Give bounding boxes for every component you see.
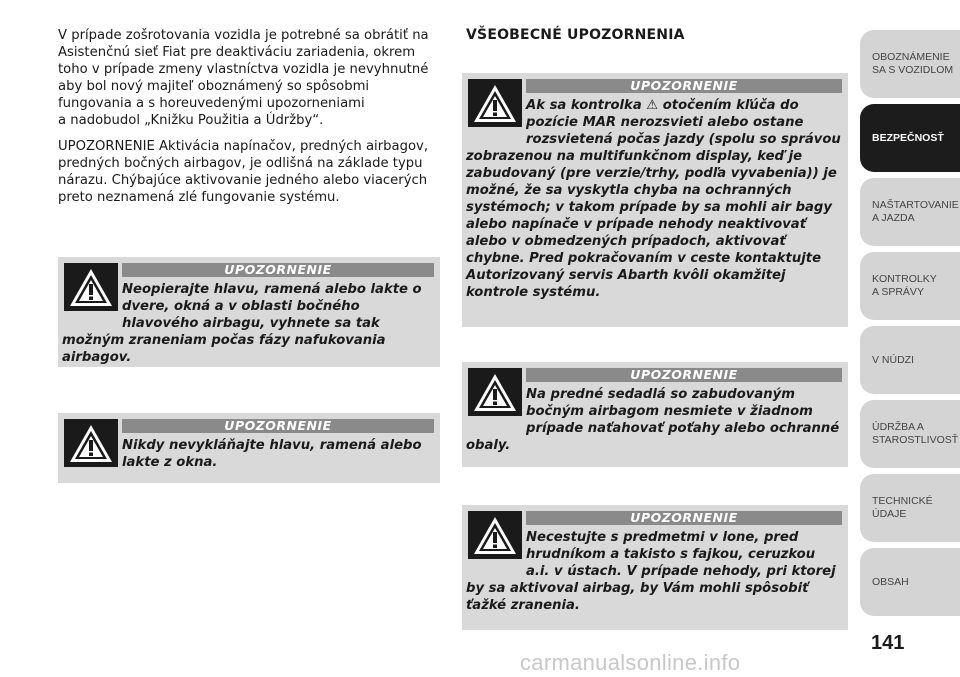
warning-text: Neopierajte hlavu, ramená alebo lakte o dvere, okná a v oblasti bočného hlavového airbagu, vyhnete sa tak možným zraneniam počas fázy nafukovania airbagov. (62, 282, 422, 365)
page-number: 141 (871, 632, 905, 654)
paragraph-scrap: V prípade zošrotovania vozidla je potrebné sa obrátiť na Asistenčnú sieť Fiat pre deaktiváciu zariadenia, okrem toho v prípade zmeny vlastníctva vozidla je nevyhnutné aby bol nový majiteľ oboznámený so spôsobmi fungovania a s horeuvedenými upozorneniami a nadobudol „Knižku Použitia a Údržby“. (58, 28, 429, 128)
warning-text: Necestujte s predmetmi v lone, pred hrudníkom a takisto s fajkou, ceruzkou a.i. v ústach. V prípade nehody, pri ktorej by sa aktivoval airbag, by Vám mohli spôsobiť ťažké zranenia. (466, 530, 836, 613)
tab-kontrolky[interactable]: KONTROLKY A SPRÁVY (860, 252, 960, 320)
warning-text: Nikdy nevykláňajte hlavu, ramená alebo lakte z okna. (122, 438, 422, 470)
warning-box-head-rest (58, 257, 440, 367)
tab-udrzba[interactable]: ÚDRŽBA A STAROSTLIVOSŤ (860, 400, 960, 468)
warning-box-seat-covers (462, 362, 848, 467)
intro-text (58, 27, 440, 215)
warning-header: UPOZORNENIE (122, 419, 434, 433)
tab-obsah[interactable]: OBSAH (860, 548, 960, 616)
tab-bezpecnost[interactable]: BEZPEČNOSŤ (860, 104, 960, 172)
warning-box-window (58, 413, 440, 483)
warning-header: UPOZORNENIE (122, 263, 434, 277)
warning-header: UPOZORNENIE (526, 511, 842, 525)
warning-box-objects (462, 505, 848, 630)
warning-text: Ak sa kontrolka ⚠ otočením kľúča do pozície MAR nerozsvieti alebo ostane rozsvietená počas jazdy (spolu so správou zobrazenou na multifunkčnom display, keď je zabudovaný (pre verzie/trhy, podľa vyvabenia)) je možné, že sa vyskytla chyba na ochranných systémoch; v takom prípade by sa mohli air bagy alebo napínače v prípade nehody neaktivovať alebo v obmedzených prípadoch, aktivovať chybne. Pred pokračovaním v ceste kontaktujte Autorizovaný servis Abarth kvôli okamžitej kontrole systému. (466, 98, 841, 300)
section-title: VŠEOBECNÉ UPOZORNENIA (466, 27, 685, 43)
warning-header: UPOZORNENIE (526, 79, 842, 93)
paragraph-notice: UPOZORNENIE Aktivácia napínačov, predných airbagov, predných bočných airbagov, je odlišná na základe typu nárazu. Chýbajúce aktivovanie jedného alebo viacerých preto neznamená zlé fungovanie systému. (58, 139, 429, 205)
warning-box-warning-light (462, 73, 848, 327)
tab-nastartovanie[interactable]: NAŠTARTOVANIE A JAZDA (860, 178, 960, 246)
tab-oboznamenie[interactable]: OBOZNÁMENIE SA S VOZIDLOM (860, 30, 960, 98)
watermark: carmanualsonline.info (520, 650, 741, 675)
tab-technicke-udaje[interactable]: TECHNICKÉ ÚDAJE (860, 474, 960, 542)
tab-v-nudzi[interactable]: V NÚDZI (860, 326, 960, 394)
warning-header: UPOZORNENIE (526, 368, 842, 382)
warning-text: Na predné sedadlá so zabudovaným bočným airbagom nesmiete v žiadnom prípade naťahovať poťahy alebo ochranné obaly. (466, 387, 840, 453)
